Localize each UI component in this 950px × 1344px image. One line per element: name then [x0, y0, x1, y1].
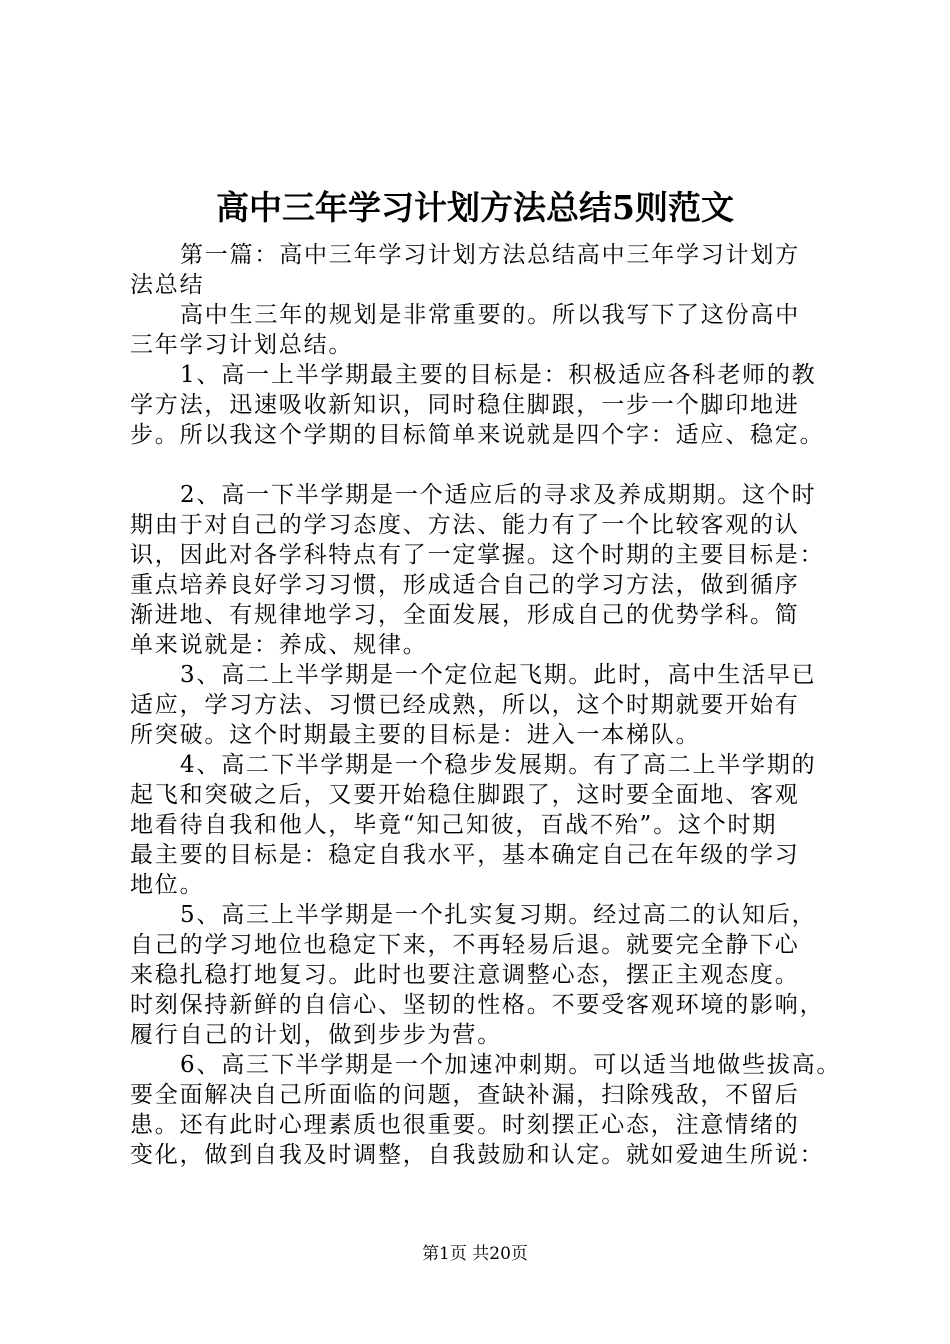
- text-line: 地位。: [130, 872, 205, 898]
- text-line: 要全面解决自己所面临的问题，查缺补漏，扫除残敌，不留后: [130, 1082, 800, 1108]
- text-line: 高中生三年的规划是非常重要的。所以我写下了这份高中: [180, 302, 800, 328]
- text-line: 4、高二下半学期是一个稳步发展期。有了高二上半学期的: [180, 752, 817, 778]
- text-line: 学方法，迅速吸收新知识，同时稳住脚跟，一步一个脚印地进: [130, 392, 800, 418]
- text-line: 自己的学习地位也稳定下来，不再轻易后退。就要完全静下心: [130, 932, 800, 958]
- text-line: 步。所以我这个学期的目标简单来说就是四个字：适应、稳定。: [130, 422, 825, 448]
- text-line: 时刻保持新鲜的自信心、坚韧的性格。不要受客观环境的影响，: [130, 992, 825, 1018]
- text-line: 适应，学习方法、习惯已经成熟，所以，这个时期就要开始有: [130, 692, 800, 718]
- text-line: 患。还有此时心理素质也很重要。时刻摆正心态，注意情绪的: [130, 1112, 800, 1138]
- text-line: 1、高一上半学期最主要的目标是：积极适应各科老师的教: [180, 362, 817, 388]
- text-line: 法总结: [130, 272, 205, 298]
- text-line: 起飞和突破之后，又要开始稳住脚跟了，这时要全面地、客观: [130, 782, 800, 808]
- text-line: 单来说就是：养成、规律。: [130, 632, 428, 658]
- text-line: 6、高三下半学期是一个加速冲刺期。可以适当地做些拔高。: [180, 1052, 842, 1078]
- text-line: 第一篇：高中三年学习计划方法总结高中三年学习计划方: [180, 242, 800, 268]
- text-line: 三年学习计划总结。: [130, 332, 354, 358]
- text-line: 重点培养良好学习习惯，形成适合自己的学习方法，做到循序: [130, 572, 800, 598]
- text-line: 3、高二上半学期是一个定位起飞期。此时，高中生活早已: [180, 662, 817, 688]
- text-line: 履行自己的计划，做到步步为营。: [130, 1022, 502, 1048]
- text-line: 识，因此对各学科特点有了一定掌握。这个时期的主要目标是：: [130, 542, 825, 568]
- text-line: 5、高三上半学期是一个扎实复习期。经过高二的认知后，: [180, 902, 817, 928]
- text-line: 地看待自我和他人，毕竟“知己知彼，百战不殆”。这个时期: [130, 812, 778, 838]
- text-line: 变化，做到自我及时调整，自我鼓励和认定。就如爱迪生所说：: [130, 1142, 825, 1168]
- document-title: 高中三年学习计划方法总结5则范文: [216, 188, 734, 227]
- text-line: 最主要的目标是：稳定自我水平，基本确定自己在年级的学习: [130, 842, 800, 868]
- blank-line: [130, 450, 850, 480]
- text-line: 期由于对自己的学习态度、方法、能力有了一个比较客观的认: [130, 512, 800, 538]
- text-line: 来稳扎稳打地复习。此时也要注意调整心态，摆正主观态度。: [130, 962, 800, 988]
- document-body: [130, 240, 850, 1170]
- page-footer: 第1页 共20页: [422, 1244, 528, 1264]
- text-line: 所突破。这个时期最主要的目标是：进入一本梯队。: [130, 722, 701, 748]
- text-line: 2、高一下半学期是一个适应后的寻求及养成期期。这个时: [180, 482, 817, 508]
- text-line: 渐进地、有规律地学习，全面发展，形成自己的优势学科。简: [130, 602, 800, 628]
